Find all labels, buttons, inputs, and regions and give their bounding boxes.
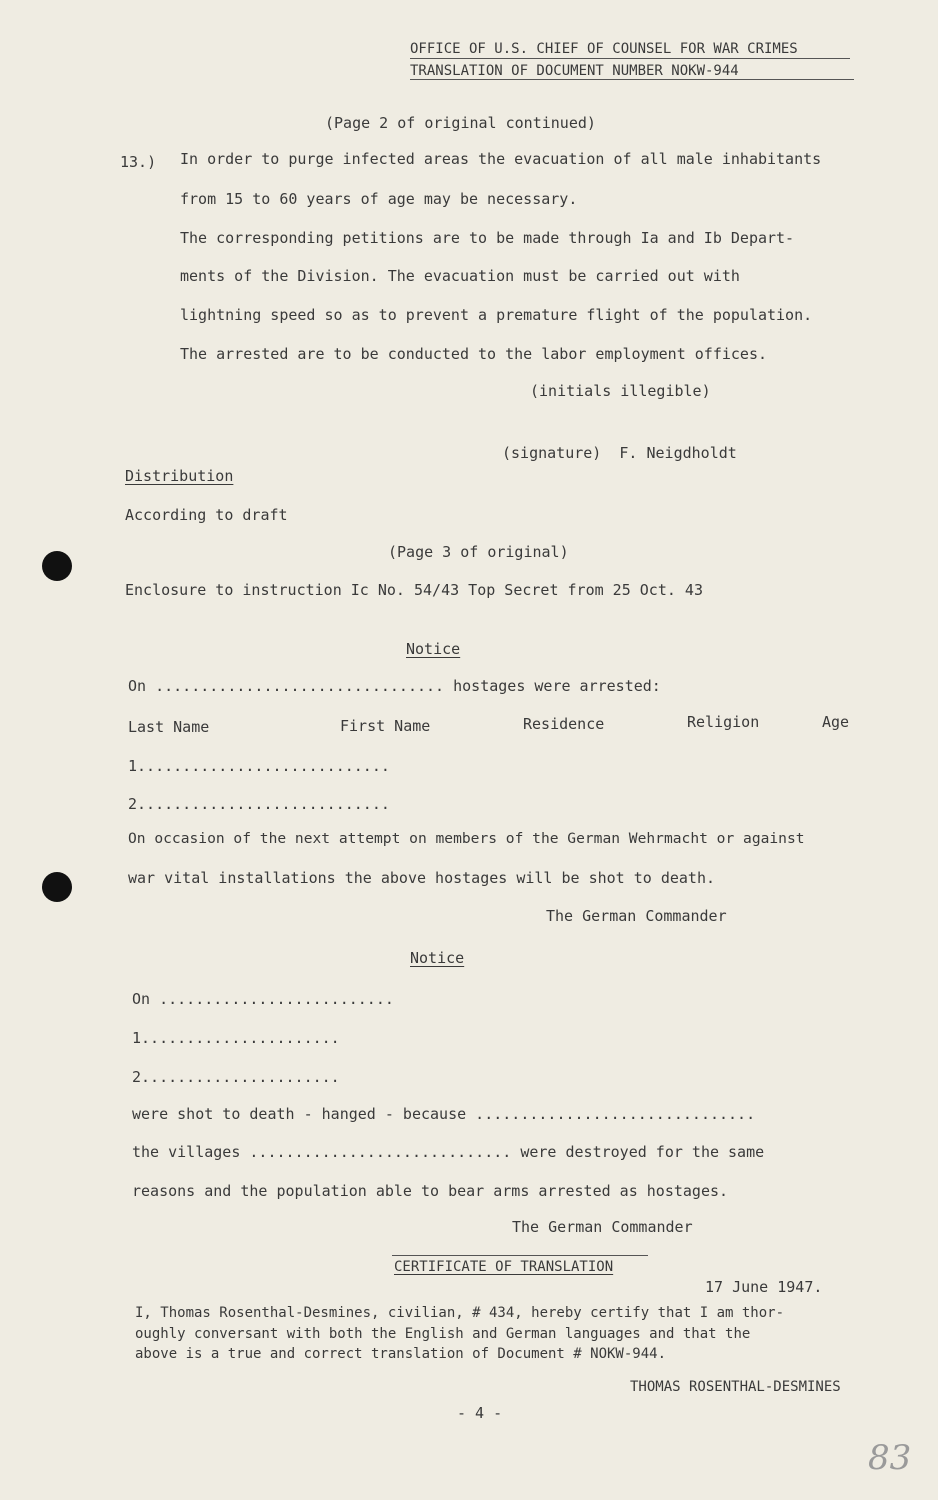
item-13-line-6: The arrested are to be conducted to the labor employment offices.	[180, 345, 767, 363]
notice-1-text-line-1: On occasion of the next attempt on members of the German Wehrmacht or against	[128, 830, 805, 847]
header-rule-2	[410, 79, 854, 80]
notice-1-row-1: 1............................	[128, 757, 390, 775]
punch-hole-top	[42, 551, 72, 581]
enclosure-line: Enclosure to instruction Ic No. 54/43 Top Secret from 25 Oct. 43	[125, 581, 703, 599]
notice-1-on-line: On ................................ hostages were arrested:	[128, 677, 661, 695]
item-13-line-4: ments of the Division. The evacuation must be carried out with	[180, 267, 740, 285]
notice-2-line-3: reasons and the population able to bear arms arrested as hostages.	[132, 1182, 729, 1200]
column-last-name: Last Name	[128, 718, 210, 736]
item-13-line-1: In order to purge infected areas the evacuation of all male inhabitants	[180, 150, 822, 168]
header-line-2: TRANSLATION OF DOCUMENT NUMBER NOKW-944	[410, 63, 739, 79]
handwritten-page-number: 83	[868, 1438, 912, 1478]
notice-2-signoff: The German Commander	[512, 1218, 693, 1236]
initials-note: (initials illegible)	[530, 382, 711, 400]
notice-1-title: Notice	[406, 640, 461, 658]
column-religion: Religion	[687, 713, 760, 731]
certificate-date: 17 June 1947.	[705, 1278, 823, 1296]
notice-2-line-2: the villages ............................. were destroyed for the same	[132, 1143, 765, 1161]
certificate-title-overline	[392, 1255, 648, 1256]
item-13-line-3: The corresponding petitions are to be made through Ia and Ib Depart-	[180, 229, 795, 247]
distribution-text: According to draft	[125, 506, 288, 524]
notice-2-line-1: were shot to death - hanged - because ...............................	[132, 1105, 756, 1123]
certificate-line-3: above is a true and correct translation of Document # NOKW-944.	[135, 1346, 667, 1362]
notice-1-text-line-2: war vital installations the above hostages will be shot to death.	[128, 869, 715, 887]
notice-1-row-2: 2............................	[128, 795, 390, 813]
distribution-heading: Distribution	[125, 467, 234, 485]
column-residence: Residence	[523, 715, 605, 733]
page-2-note: (Page 2 of original continued)	[325, 114, 596, 132]
item-13-number: 13.)	[120, 153, 157, 171]
notice-2-title: Notice	[410, 949, 465, 967]
notice-2-row-2: 2......................	[132, 1068, 340, 1086]
signature-line: (signature) F. Neigdholdt	[502, 444, 737, 462]
punch-hole-bottom	[42, 872, 72, 902]
item-13-line-5: lightning speed so as to prevent a premature flight of the population.	[180, 306, 813, 324]
column-first-name: First Name	[340, 717, 431, 735]
certificate-line-2: oughly conversant with both the English and German languages and that the	[135, 1326, 751, 1342]
header-rule-1	[410, 58, 850, 59]
certificate-line-1: I, Thomas Rosenthal-Desmines, civilian, # 434, hereby certify that I am thor-	[135, 1305, 785, 1321]
column-age: Age	[822, 713, 850, 731]
item-13-line-2: from 15 to 60 years of age may be necessary.	[180, 190, 578, 208]
header-line-1: OFFICE OF U.S. CHIEF OF COUNSEL FOR WAR CRIMES	[410, 41, 798, 57]
page-3-note: (Page 3 of original)	[388, 543, 569, 561]
certificate-title: CERTIFICATE OF TRANSLATION	[394, 1259, 614, 1275]
notice-2-row-1: 1......................	[132, 1029, 340, 1047]
notice-1-signoff: The German Commander	[546, 907, 727, 925]
page-number: - 4 -	[457, 1404, 503, 1422]
certificate-signer: THOMAS ROSENTHAL-DESMINES	[630, 1379, 841, 1395]
notice-2-on-line: On ..........................	[132, 990, 394, 1008]
